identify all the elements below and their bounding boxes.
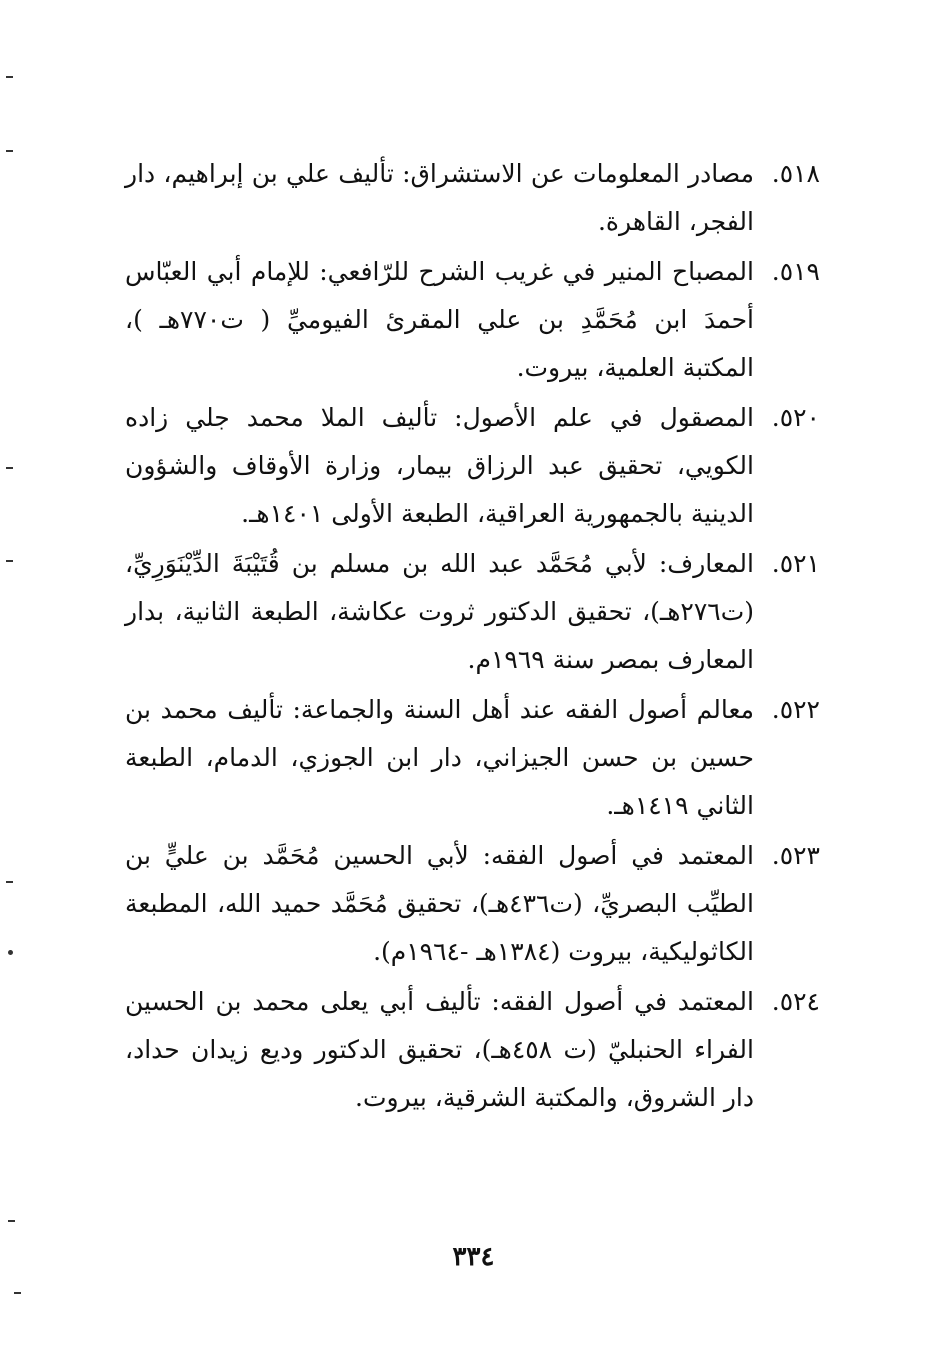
entry-text: المصقول في علم الأصول: تأليف الملا محمد جلي زاده الكويي، تحقيق عبد الرزاق بيمار، وزارة الأوقاف والشؤون الدينية بالجمهورية العراقية، الطبعة الأولى ١٤٠١هـ. xyxy=(125,403,754,528)
bibliography-entry xyxy=(125,394,820,538)
entry-text: المعارف: لأبي مُحَمَّد عبد الله بن مسلم بن قُتَيْبَةَ الدِّيْنَوَرِيِّ، (ت٢٧٦هـ)، تحقيق الدكتور ثروت عكاشة، الطبعة الثانية، بدار المعارف بمصر سنة ١٩٦٩م. xyxy=(125,549,754,674)
bibliography-list xyxy=(125,150,820,1124)
margin-mark xyxy=(6,150,13,152)
entry-text: المعتمد في أصول الفقه: لأبي الحسين مُحَمَّد بن عليٍّ بن الطيِّب البصريِّ، (ت٤٣٦هـ)، تحقيق مُحَمَّد حميد الله، المطبعة الكاثوليكية، بيروت (١٣٨٤هـ -١٩٦٤م). xyxy=(125,841,754,966)
margin-mark xyxy=(6,560,13,562)
bibliography-entry xyxy=(125,686,820,830)
bibliography-entry xyxy=(125,150,820,246)
entry-number: ٥٢١. xyxy=(771,549,820,578)
margin-mark xyxy=(8,1220,15,1222)
margin-mark xyxy=(14,1292,21,1294)
entry-number: ٥١٨. xyxy=(771,159,820,188)
bibliography-entry xyxy=(125,540,820,684)
margin-mark xyxy=(6,881,13,883)
entry-text: معالم أصول الفقه عند أهل السنة والجماعة: تأليف محمد بن حسين بن حسن الجيزاني، دار ابن الجوزي، الدمام، الطبعة الثاني ١٤١٩هـ. xyxy=(125,695,754,820)
margin-mark xyxy=(8,950,13,955)
margin-mark xyxy=(6,467,13,469)
entry-text: المعتمد في أصول الفقه: تأليف أبي يعلى محمد بن الحسين الفراء الحنبليّ (ت ٤٥٨هـ)، تحقيق الدكتور وديع زيدان حداد، دار الشروق، والمكتبة الشرقية، بيروت. xyxy=(125,987,754,1112)
margin-mark xyxy=(6,76,13,78)
bibliography-entry xyxy=(125,978,820,1122)
page-number: ٣٣٤ xyxy=(452,1242,495,1272)
entry-number: ٥٢٠. xyxy=(771,403,820,432)
entry-text: مصادر المعلومات عن الاستشراق: تأليف علي بن إبراهيم، دار الفجر، القاهرة. xyxy=(125,159,754,236)
entry-number: ٥٢٣. xyxy=(771,841,820,870)
entry-number: ٥٢٢. xyxy=(771,695,820,724)
entry-number: ٥٢٤. xyxy=(771,987,820,1016)
entry-text: المصباح المنير في غريب الشرح للرّافعي: للإمام أبي العبّاس أحمدَ ابن مُحَمَّدِ بن علي المقرئ الفيوميِّ ( ت٧٧٠هـ )، المكتبة العلمية، بيروت. xyxy=(125,257,754,382)
bibliography-entry xyxy=(125,832,820,976)
entry-number: ٥١٩. xyxy=(771,257,820,286)
bibliography-entry xyxy=(125,248,820,392)
